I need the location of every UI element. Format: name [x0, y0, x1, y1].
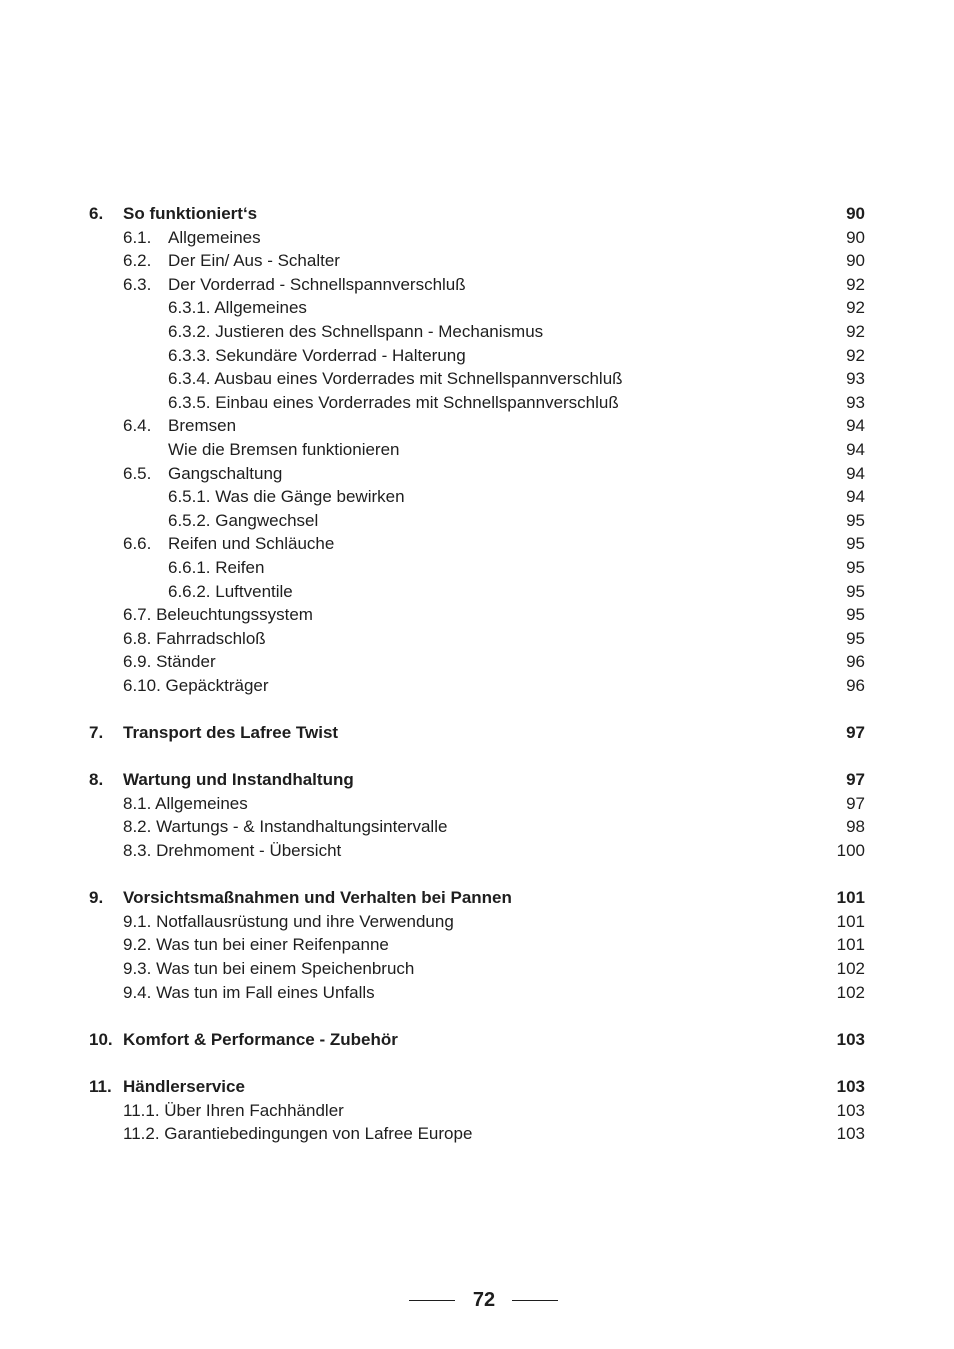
toc-entry-page: 92 [846, 298, 865, 318]
toc-entry-page: 92 [846, 321, 865, 341]
toc-entry-title: Vorsichtsmaßnahmen und Verhalten bei Pannen [123, 888, 512, 908]
toc-entry-page: 101 [836, 935, 865, 955]
toc-entry-page: 98 [846, 817, 865, 837]
toc-entry-number: 6.4. [123, 416, 152, 436]
toc-entry-title: 9.4. Was tun im Fall eines Unfalls [123, 982, 375, 1002]
toc-entry-title: 11.2. Garantiebedingungen von Lafree Europe [123, 1124, 473, 1144]
toc-entry-title: 6.3.1. Allgemeines [168, 298, 307, 318]
toc-entry[interactable] [0, 603, 954, 627]
toc-entry[interactable] [0, 509, 954, 533]
toc-entry[interactable] [0, 1028, 954, 1052]
toc-entry-title: 8.3. Drehmoment - Übersicht [123, 841, 342, 861]
footer-rule-right [512, 1300, 558, 1301]
toc-entry-title: 9.3. Was tun bei einem Speichenbruch [123, 959, 415, 978]
toc-entry[interactable] [0, 344, 954, 368]
toc-entry[interactable] [0, 438, 954, 462]
toc-entry-page: 94 [846, 416, 865, 436]
toc-entry[interactable] [0, 367, 954, 391]
toc-entry-page: 94 [846, 439, 865, 459]
toc-entry-title: 6.8. Fahrradschloß [123, 628, 266, 648]
toc-entry[interactable] [0, 815, 954, 839]
toc-entry-title: 9.2. Was tun bei einer Reifenpanne [123, 935, 389, 955]
toc-entry-title: 6.3.2. Justieren des Schnellspann - Mechanismus [168, 321, 544, 341]
toc-entry-title: Der Ein/ Aus - Schalter [168, 251, 340, 271]
toc-entry-title: Komfort & Performance - Zubehör [123, 1029, 398, 1049]
toc-entry-number: 6.5. [123, 463, 152, 483]
toc-entry[interactable] [0, 957, 954, 981]
toc-entry[interactable] [0, 273, 954, 297]
toc-entry-page: 94 [846, 487, 865, 507]
toc-entry-title: 6.6.1. Reifen [168, 557, 265, 577]
toc-entry[interactable] [0, 1099, 954, 1123]
toc-entry[interactable] [0, 768, 954, 792]
toc-entry-page: 90 [846, 227, 865, 247]
toc-entry-page: 92 [846, 345, 865, 365]
toc-entry-title: Allgemeines [168, 227, 261, 247]
toc-entry-title: Händlerservice [123, 1076, 245, 1096]
toc-entry[interactable] [0, 320, 954, 344]
toc-entry-number: 6.1. [123, 227, 152, 247]
toc-entry-title: 6.9. Ständer [123, 652, 216, 672]
toc-entry-page: 95 [846, 534, 865, 554]
toc-entry-title: Reifen und Schläuche [168, 534, 335, 554]
toc-entry-number: 10. [89, 1029, 113, 1049]
toc-entry[interactable] [0, 580, 954, 604]
toc-entry-page: 96 [846, 652, 865, 672]
toc-entry-page: 95 [846, 628, 865, 648]
toc-entry-number: 8. [89, 770, 104, 790]
table-of-contents [0, 202, 954, 1146]
toc-entry-title: 6.10. Gepäckträger [123, 675, 269, 695]
toc-entry-title: So funktioniert‘s [123, 204, 258, 223]
toc-entry-title: 6.6.2. Luftventile [168, 581, 293, 601]
toc-entry-page: 97 [846, 723, 865, 743]
toc-entry-title: Bremsen [168, 416, 237, 436]
toc-entry[interactable] [0, 721, 954, 745]
toc-entry[interactable] [0, 910, 954, 934]
toc-entry[interactable] [0, 532, 954, 556]
toc-entry-title: 6.3.5. Einbau eines Vorderrades mit Schnellspannverschluß [168, 392, 619, 412]
toc-entry-title: 6.3.4. Ausbau eines Vorderrades mit Schnellspannverschluß [168, 369, 623, 389]
toc-entry[interactable] [0, 792, 954, 816]
toc-entry-number: 6.6. [123, 534, 152, 554]
toc-entry-title: Transport des Lafree Twist [123, 723, 339, 743]
toc-entry-page: 103 [836, 1029, 865, 1049]
toc-entry-page: 103 [836, 1100, 865, 1120]
toc-entry[interactable] [0, 1075, 954, 1099]
toc-entry-number: 11. [89, 1076, 112, 1096]
toc-entry-page: 96 [846, 675, 865, 695]
toc-entry[interactable] [0, 1122, 954, 1146]
toc-entry[interactable] [0, 981, 954, 1005]
page-number: 72 [472, 1289, 496, 1311]
toc-entry-page: 95 [846, 581, 865, 601]
toc-entry-title: Der Vorderrad - Schnellspannverschluß [168, 274, 466, 294]
toc-entry-title: 8.1. Allgemeines [123, 793, 248, 813]
toc-entry[interactable] [0, 462, 954, 486]
toc-entry-title: 6.3.3. Sekundäre Vorderrad - Halterung [168, 345, 466, 365]
footer-rule-left [409, 1300, 455, 1301]
toc-entry-page: 93 [846, 392, 865, 412]
toc-entry-page: 95 [846, 605, 865, 625]
toc-entry-number: 7. [89, 723, 104, 743]
toc-entry-title: 11.1. Über Ihren Fachhändler [123, 1100, 344, 1120]
toc-entry-page: 103 [836, 1076, 865, 1096]
toc-entry-number: 6.3. [123, 274, 152, 294]
toc-entry[interactable] [0, 886, 954, 910]
toc-entry[interactable] [0, 650, 954, 674]
toc-entry-title: 6.5.1. Was die Gänge bewirken [168, 487, 405, 507]
toc-entry-page: 92 [846, 274, 865, 294]
toc-entry-page: 95 [846, 510, 865, 530]
toc-entry-page: 103 [836, 1124, 865, 1144]
toc-entry-title: 9.1. Notfallausrüstung und ihre Verwendung [123, 911, 454, 931]
toc-entry[interactable] [0, 414, 954, 438]
toc-entry[interactable] [0, 485, 954, 509]
toc-entry[interactable] [0, 226, 954, 250]
toc-entry-page: 97 [846, 793, 865, 813]
toc-entry-page: 102 [836, 959, 865, 978]
toc-entry[interactable] [0, 556, 954, 580]
toc-entry-page: 97 [846, 770, 865, 790]
toc-entry-page: 90 [846, 251, 865, 271]
toc-entry-title: 6.7. Beleuchtungssystem [123, 605, 313, 625]
toc-entry-title: Wartung und Instandhaltung [123, 770, 354, 790]
toc-entry-page: 90 [846, 204, 865, 223]
toc-entry-number: 6.2. [123, 251, 152, 271]
toc-entry[interactable] [0, 674, 954, 698]
toc-entry[interactable] [0, 839, 954, 863]
toc-entry[interactable] [0, 296, 954, 320]
toc-entry-number: 9. [89, 888, 104, 908]
toc-entry[interactable] [0, 391, 954, 415]
toc-entry-page: 93 [846, 369, 865, 389]
toc-entry-page: 100 [836, 841, 865, 861]
toc-entry[interactable] [0, 202, 954, 226]
toc-entry-page: 95 [846, 557, 865, 577]
toc-entry-number: 6. [89, 204, 104, 223]
toc-entry[interactable] [0, 627, 954, 651]
page-footer [0, 1286, 954, 1314]
toc-entry[interactable] [0, 249, 954, 273]
toc-entry-title: 6.5.2. Gangwechsel [168, 510, 319, 530]
toc-entry-page: 102 [836, 982, 865, 1002]
toc-entry-title: 8.2. Wartungs - & Instandhaltungsintervalle [123, 817, 448, 837]
toc-entry[interactable] [0, 933, 954, 957]
toc-entry-page: 101 [836, 911, 865, 931]
toc-entry-page: 101 [836, 888, 865, 908]
toc-entry-title: Gangschaltung [168, 463, 283, 483]
toc-entry-page: 94 [846, 463, 865, 483]
toc-entry-title: Wie die Bremsen funktionieren [168, 439, 400, 459]
